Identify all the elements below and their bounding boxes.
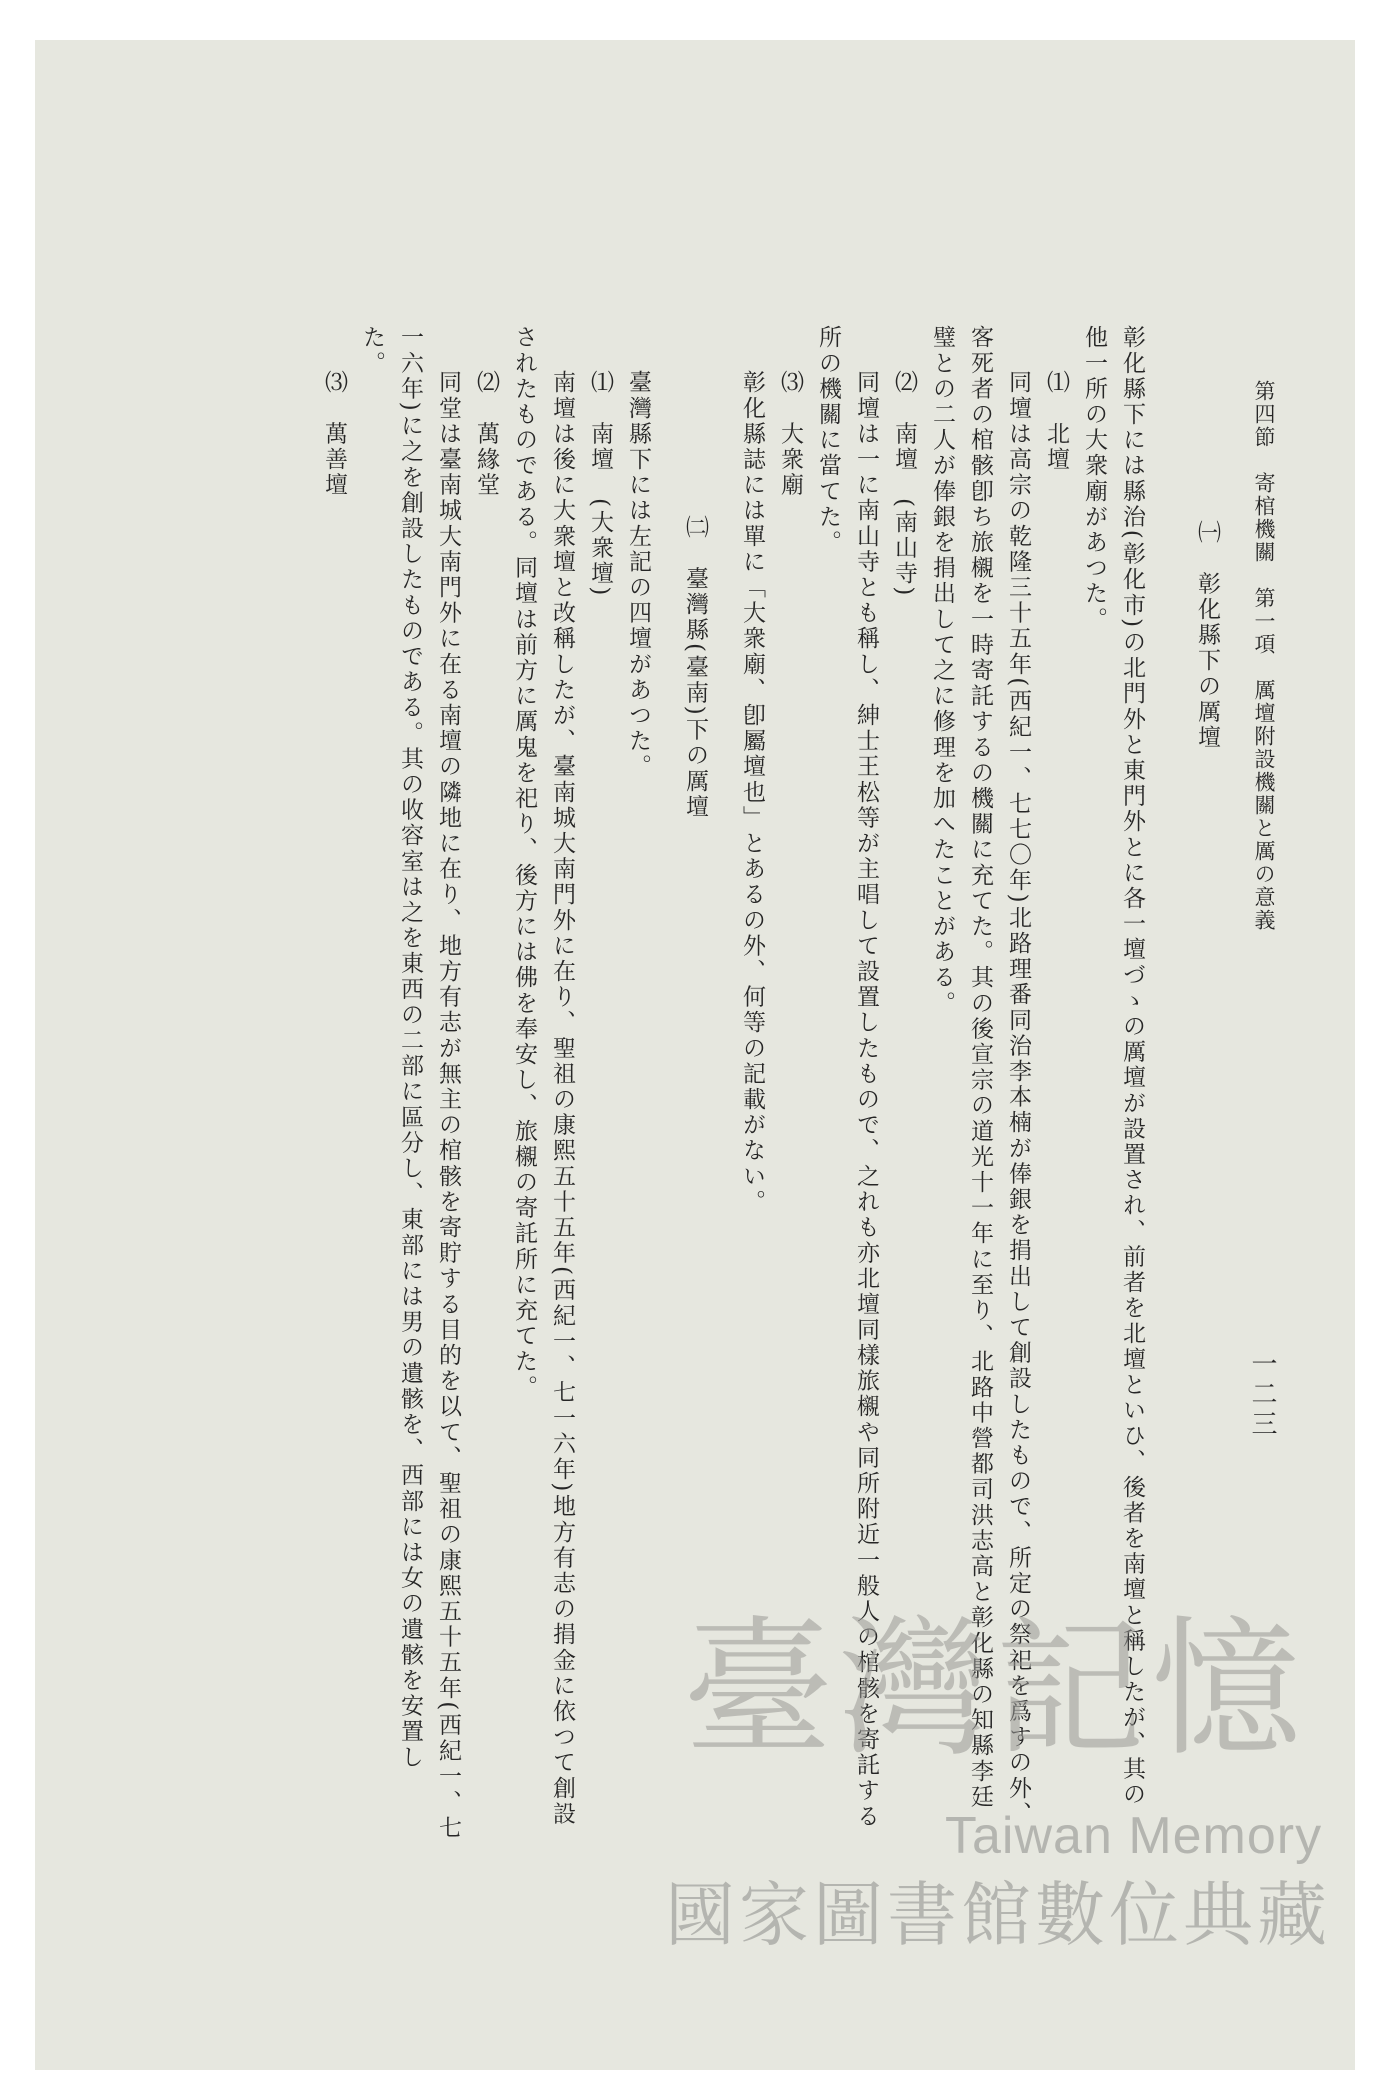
page-number: 一二三: [1247, 1350, 1277, 1440]
watermark: [635, 1603, 1355, 1985]
watermark-english: Taiwan Memory: [945, 1807, 1323, 1865]
body-line: されたものである。同壇は前方に厲鬼を祀り、後方には佛を奉安し、旅櫬の寄託所に充てた。: [511, 325, 537, 1401]
section-2-intro-line: 臺灣縣下には左記の四壇があつた。: [625, 370, 651, 780]
section-1-heading: ㈠ 彰化縣下の厲壇: [1194, 520, 1220, 751]
section-2-heading: ㈡ 臺灣縣(臺南)下の厲壇: [682, 515, 708, 820]
item-heading-south-altar: ⑵ 南壇 (南山寺): [891, 370, 917, 598]
scanned-page: [35, 40, 1355, 2070]
item-heading-wanshan-altar: ⑶ 萬善壇: [321, 370, 347, 498]
section-1-intro-line: 彰化縣下には縣治(彰化市)の北門外と東門外とに各一壇づゝの厲壇が設置され、前者を北壇といひ、後者を南壇と稱したが、其の: [1119, 325, 1145, 1808]
body-line: 所の機關に當てた。: [815, 325, 841, 556]
item-heading-dazhong-temple: ⑶ 大衆廟: [777, 370, 803, 498]
body-line: 同壇は一に南山寺とも稱し、紳士王松等が主唱して設置したもので、之れも亦北壇同樣旅櫬や同所附近一般人の棺骸を寄託する: [853, 370, 879, 1830]
section-1-intro-line: 他一所の大衆廟があつた。: [1081, 325, 1107, 633]
body-line: 客死者の棺骸卽ち旅櫬を一時寄託するの機關に充てた。其の後宣宗の道光十一年に至り、北路中營都司洪志高と彰化縣の知縣李廷: [967, 325, 993, 1810]
body-line: 璧との二人が俸銀を捐出して之に修理を加へたことがある。: [929, 325, 955, 1017]
body-line: 南壇は後に大衆壇と改稱したが、臺南城大南門外に在り、聖祖の康熙五十五年(西紀一、七一六年)地方有志の捐金に依つて創設: [549, 370, 575, 1827]
body-line: 同壇は高宗の乾隆三十五年(西紀一、七七〇年)北路理番同治李本楠が俸銀を捐出して創設したもので、所定の祭祀を爲すの外、: [1005, 370, 1031, 1827]
body-line: 同堂は臺南城大南門外に在る南壇の隣地に在り、地方有志が無主の棺骸を寄貯する目的を以て、聖祖の康熙五十五年(西紀一、七: [435, 370, 461, 1841]
body-line: た。: [359, 325, 385, 377]
watermark-institution: 國家圖書館數位典藏: [665, 1874, 1331, 1956]
body-line: 彰化縣誌には單に「大衆廟、卽屬壇也」とあるの外、何等の記載がない。: [739, 370, 765, 1215]
item-heading-south-altar-tainan: ⑴ 南壇 (大衆壇): [587, 370, 613, 598]
running-header: 第四節 寄棺機關 第一項 厲壇附設機關と厲の意義: [1252, 380, 1276, 932]
watermark-title: 臺灣記憶: [682, 1603, 1307, 1777]
item-heading-wanyuan-hall: ⑵ 萬緣堂: [473, 370, 499, 498]
item-heading-north-altar: ⑴ 北壇: [1043, 370, 1069, 473]
body-line: 一六年)に之を創設したものである。其の收容室は之を東西の二部に區分し、東部には男の遺骸を、西部には女の遺骸を安置し: [397, 325, 423, 1771]
